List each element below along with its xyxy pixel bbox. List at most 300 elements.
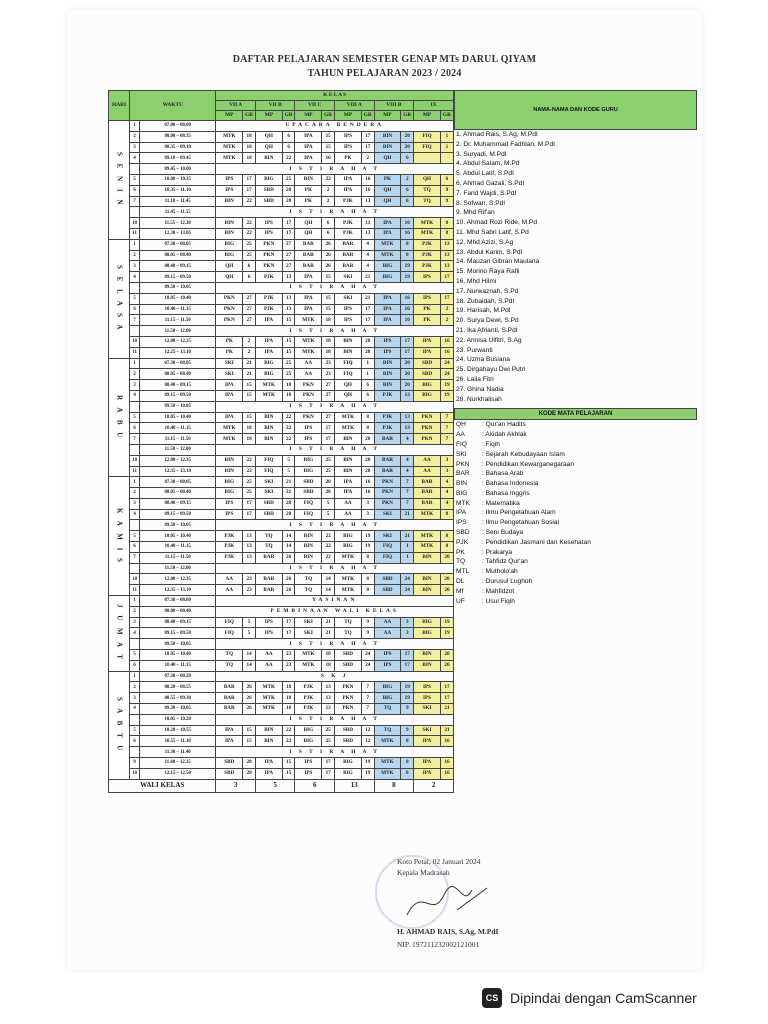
subject-cell: BIN	[335, 336, 362, 347]
period-time: 10.40 – 11.15	[140, 423, 216, 434]
teacher-code-cell: 13	[322, 693, 335, 704]
camscanner-badge	[482, 984, 742, 1012]
subject-cell: PKN	[255, 239, 282, 250]
subject-cell: AA	[295, 358, 322, 369]
subject-cell: PJK	[216, 552, 243, 563]
schedule-row	[109, 693, 454, 704]
teacher-code-cell: 15	[322, 293, 335, 304]
subject-cell: QH	[216, 272, 243, 283]
teacher-code-cell: 5	[243, 628, 256, 639]
day-label: S A B T U	[109, 671, 130, 779]
subject-cell: BIG	[414, 390, 441, 401]
subject-cell: MTK	[255, 390, 282, 401]
kode-item	[454, 460, 697, 470]
subject-cell: PJK	[335, 228, 362, 239]
period-number	[130, 563, 140, 574]
subject-cell: BIG	[414, 617, 441, 628]
schedule-row	[109, 509, 454, 520]
signature-position: Kepala Madrasah	[397, 868, 450, 877]
subject-cell: SKI	[374, 531, 401, 542]
teacher-code-cell: 13	[440, 239, 453, 250]
day-label: S E L A S A	[109, 239, 130, 358]
subject-cell: PJK	[255, 304, 282, 315]
period-number: 11	[130, 347, 140, 358]
mp-header: MP	[216, 111, 243, 121]
period-time: 08.40 – 09.15	[140, 380, 216, 391]
teacher-code-cell: 24	[440, 369, 453, 380]
period-number	[130, 747, 140, 758]
subject-cell: BIN	[374, 358, 401, 369]
period-number: 1	[130, 358, 140, 369]
kode-code: PKN	[456, 460, 470, 468]
subject-cell: PJK	[374, 412, 401, 423]
teacher-code-cell: 19	[440, 390, 453, 401]
subject-cell: PKN	[295, 412, 322, 423]
teacher-item: 23. Purwanti	[456, 346, 493, 354]
subject-cell: IPA	[374, 218, 401, 229]
teacher-code-cell: 16	[401, 218, 414, 229]
teacher-code-cell: 4	[361, 261, 374, 272]
period-time: 11.40 – 12.15	[140, 758, 216, 769]
subject-cell: SKI	[255, 477, 282, 488]
teacher-code-cell: 21	[243, 369, 256, 380]
period-time: 07.30 – 08.05	[140, 477, 216, 488]
teacher-code-cell: 13	[243, 552, 256, 563]
period-number	[130, 282, 140, 293]
subject-cell: BIN	[414, 650, 441, 661]
teacher-code-cell: 18	[282, 380, 295, 391]
break-label: I S T I R A H A T	[216, 714, 454, 725]
subject-cell: FIQ	[255, 466, 282, 477]
subject-cell: IPS	[295, 434, 322, 445]
teacher-code-cell: 8	[440, 531, 453, 542]
teacher-code-cell: 26	[282, 552, 295, 563]
period-time: 11.55 – 12.30	[140, 218, 216, 229]
teacher-code-cell: 14	[282, 542, 295, 553]
teacher-code-cell: 8	[440, 218, 453, 229]
teacher-code-cell: 7	[401, 488, 414, 499]
teacher-code-cell: 13	[401, 412, 414, 423]
schedule-row	[109, 682, 454, 693]
teacher-code-cell: 17	[282, 228, 295, 239]
teacher-code-cell: 17	[243, 498, 256, 509]
kode-code: Mf	[456, 587, 464, 595]
subject-cell: IPA	[335, 185, 362, 196]
period-number: 4	[130, 153, 140, 164]
schedule-row	[109, 358, 454, 369]
teacher-code-cell: 28	[322, 477, 335, 488]
teacher-code-cell: 18	[282, 390, 295, 401]
teacher-code-cell: 19	[401, 682, 414, 693]
subject-cell: BIN	[216, 228, 243, 239]
schedule-row	[109, 261, 454, 272]
subject-cell: SKI	[335, 272, 362, 283]
period-number: 4	[130, 272, 140, 283]
subject-cell: MTK	[414, 509, 441, 520]
subject-cell: BIN	[295, 542, 322, 553]
kode-item	[454, 597, 697, 607]
kode-item	[454, 528, 697, 538]
teacher-code-cell: 7	[361, 704, 374, 715]
teacher-code-cell: 27	[243, 315, 256, 326]
period-number: 7	[130, 552, 140, 563]
period-time: 11.45 – 11.55	[140, 207, 216, 218]
schedule-row	[109, 153, 454, 164]
subject-cell: BAR	[295, 261, 322, 272]
period-time: 09.30 – 10.05	[140, 704, 216, 715]
period-time: 12.35 – 13.10	[140, 585, 216, 596]
teacher-code-cell: 27	[322, 412, 335, 423]
subject-cell: BAR	[335, 239, 362, 250]
subject-cell: BIG	[295, 455, 322, 466]
teacher-code-cell: 17	[440, 693, 453, 704]
kode-code: BAR	[456, 470, 470, 478]
subject-cell: MTK	[295, 660, 322, 671]
subject-cell: QH	[255, 131, 282, 142]
subject-cell: AA	[335, 509, 362, 520]
kode-item	[454, 548, 697, 558]
teacher-code-cell: 27	[282, 250, 295, 261]
subject-cell: BIG	[335, 758, 362, 769]
period-number: 4	[130, 628, 140, 639]
period-number: 2	[130, 250, 140, 261]
schedule-row	[109, 736, 454, 747]
subject-cell: BIN	[374, 380, 401, 391]
schedule-row	[109, 196, 454, 207]
teacher-code-cell: 16	[440, 758, 453, 769]
subject-cell: BIN	[216, 455, 243, 466]
teacher-code-cell: 3	[440, 466, 453, 477]
teacher-code-cell: 17	[282, 218, 295, 229]
subject-cell: BIG	[335, 768, 362, 779]
teacher-code-cell: 2	[243, 347, 256, 358]
teacher-code-cell: 26	[243, 704, 256, 715]
kode-desc: : Matematika	[482, 499, 520, 507]
teacher-code-cell: 6	[401, 153, 414, 164]
teacher-code-cell: 7	[440, 412, 453, 423]
teacher-code-cell: 1	[361, 358, 374, 369]
subject-cell: BIG	[374, 693, 401, 704]
period-number: 2	[130, 369, 140, 380]
period-number	[130, 714, 140, 725]
kode-item	[454, 430, 697, 440]
period-number: 3	[130, 693, 140, 704]
period-time: 12.25 – 13.10	[140, 347, 216, 358]
teacher-item: 4. Abdul Salam, M.Pd	[456, 160, 520, 168]
subject-cell: QH	[374, 153, 401, 164]
schedule-row	[109, 185, 454, 196]
period-time: 12.00 – 12.35	[140, 455, 216, 466]
teacher-code-cell: 2	[322, 196, 335, 207]
period-number: 5	[130, 174, 140, 185]
teacher-code-cell: 4	[440, 477, 453, 488]
subject-cell: AA	[335, 498, 362, 509]
schedule-row	[109, 585, 454, 596]
subject-cell: AA	[255, 660, 282, 671]
teacher-code-cell: 14	[322, 585, 335, 596]
teacher-code-cell: 7	[401, 477, 414, 488]
subject-cell: IPA	[414, 336, 441, 347]
schedule-row	[109, 671, 454, 682]
teacher-code-cell: 20	[361, 466, 374, 477]
teacher-item: 22. Annisa Ulfitri, S.Ag	[456, 336, 522, 344]
signature-name: H. AHMAD RAIS, S.Ag, M.PdI	[397, 927, 499, 936]
period-time: 07.30 – 08.00	[140, 596, 216, 607]
teacher-code-cell: 12	[361, 725, 374, 736]
schedule-row	[109, 228, 454, 239]
teacher-code-cell: 2	[401, 174, 414, 185]
schedule-row	[109, 423, 454, 434]
subject-cell: BIG	[335, 542, 362, 553]
subject-cell: PK	[295, 185, 322, 196]
kode-code: SKI	[456, 450, 467, 458]
period-number	[130, 207, 140, 218]
teacher-code-cell: 27	[322, 390, 335, 401]
period-number: 7	[130, 434, 140, 445]
subject-cell: IPA	[335, 174, 362, 185]
period-number	[130, 401, 140, 412]
subject-cell: BAR	[255, 574, 282, 585]
subject-cell: MTK	[414, 542, 441, 553]
kode-desc: : Mutholo'ah	[482, 568, 518, 576]
period-number: 5	[130, 412, 140, 423]
subject-cell: IPS	[335, 131, 362, 142]
teacher-code-cell: 2	[440, 304, 453, 315]
mp-header: MP	[374, 111, 401, 121]
teacher-code-cell: 18	[322, 315, 335, 326]
kode-item	[454, 567, 697, 577]
break-label: S K J	[216, 671, 454, 682]
class-header: IX	[414, 101, 454, 111]
break-label: I S T I R A H A T	[216, 282, 454, 293]
kode-item	[454, 479, 697, 489]
subject-cell: SBD	[255, 498, 282, 509]
period-number: 4	[130, 509, 140, 520]
teacher-code-cell: 9	[401, 704, 414, 715]
teacher-code-cell: 20	[440, 574, 453, 585]
subject-cell: TQ	[255, 542, 282, 553]
kode-code: IPS	[456, 519, 467, 527]
subject-cell: BIN	[295, 531, 322, 542]
teacher-code-cell: 24	[361, 660, 374, 671]
teacher-item: 17. Nurwaznah, S.Pd	[456, 287, 519, 295]
teacher-code-cell: 1	[440, 142, 453, 153]
subject-cell: AA	[414, 466, 441, 477]
break-label: I S T I R A H A T	[216, 164, 454, 175]
subject-cell: IPA	[216, 380, 243, 391]
teacher-code-cell: 5	[282, 455, 295, 466]
class-header: VII B	[255, 101, 295, 111]
subject-cell: MTK	[216, 434, 243, 445]
subject-cell: PKN	[374, 488, 401, 499]
teacher-code-cell: 23	[243, 574, 256, 585]
mp-header: MP	[335, 111, 362, 121]
gr-header: GR	[322, 111, 335, 121]
subject-cell: MTK	[414, 531, 441, 542]
subject-cell: BIN	[216, 196, 243, 207]
subject-cell: FIQ	[414, 131, 441, 142]
teacher-code-cell: 9	[361, 628, 374, 639]
teacher-code-cell: 14	[243, 660, 256, 671]
gr-header: GR	[243, 111, 256, 121]
period-time: 09.10 – 09.45	[140, 153, 216, 164]
kode-desc: : Tahfidz Qur'an	[482, 558, 528, 566]
schedule-row	[109, 218, 454, 229]
subject-cell: PJK	[295, 682, 322, 693]
teacher-code-cell: 3	[361, 509, 374, 520]
wali-value: 13	[335, 779, 375, 792]
gr-header: GR	[401, 111, 414, 121]
teacher-code-cell: 20	[440, 552, 453, 563]
period-time: 11.50 – 12.00	[140, 444, 216, 455]
teacher-code-cell: 27	[282, 261, 295, 272]
schedule-row	[109, 725, 454, 736]
teacher-item: 11. Mhd Sabri Latif, S.Pd	[456, 228, 529, 236]
schedule-row	[109, 272, 454, 283]
subject-cell: BAR	[216, 682, 243, 693]
period-time: 09.45 – 10.00	[140, 164, 216, 175]
period-number: 2	[130, 131, 140, 142]
teacher-code-cell: 22	[243, 228, 256, 239]
teacher-code-cell: 22	[322, 174, 335, 185]
subject-cell: BAR	[216, 704, 243, 715]
period-time: 09.15 – 09.50	[140, 509, 216, 520]
teacher-code-cell: 25	[243, 477, 256, 488]
kode-desc: : Bahasa Indonesia	[482, 480, 539, 488]
teacher-code-cell: 24	[361, 650, 374, 661]
break-label: I S T I R A H A T	[216, 639, 454, 650]
subject-cell: BIN	[295, 552, 322, 563]
class-header: VIII A	[335, 101, 375, 111]
kode-code: PJK	[456, 538, 469, 546]
kode-item	[454, 499, 697, 509]
kode-desc: : Durusul Lughoh	[482, 578, 533, 586]
period-number: 1	[130, 121, 140, 132]
subject-cell: SBD	[335, 725, 362, 736]
teacher-code-cell: 8	[361, 585, 374, 596]
schedule-row	[109, 531, 454, 542]
period-time: 12.00 – 12.25	[140, 336, 216, 347]
kode-item	[454, 469, 697, 479]
teacher-item: 2. Dr. Muhammad Fadhlan, M.PdI	[456, 140, 555, 148]
subject-cell: MTK	[255, 704, 282, 715]
kode-code: PK	[456, 548, 465, 556]
subject-cell: BIG	[216, 250, 243, 261]
mp-header: MP	[255, 111, 282, 121]
subject-cell: MTK	[295, 336, 322, 347]
teacher-code-cell: 21	[361, 272, 374, 283]
schedule-row	[109, 617, 454, 628]
subject-cell: BIN	[414, 585, 441, 596]
schedule-row	[109, 660, 454, 671]
teacher-code-cell: 22	[322, 542, 335, 553]
teacher-code-cell: 19	[440, 380, 453, 391]
kode-item	[454, 508, 697, 518]
subject-cell: SKI	[414, 704, 441, 715]
schedule-row	[109, 455, 454, 466]
teacher-code-cell: 25	[322, 725, 335, 736]
schedule-row	[109, 747, 454, 758]
teacher-code-cell	[440, 153, 453, 164]
kode-code: UF	[456, 597, 465, 605]
teacher-code-cell: 26	[282, 585, 295, 596]
kode-item	[454, 518, 697, 528]
period-time: 07.00 – 08.00	[140, 121, 216, 132]
subject-cell: IPS	[414, 693, 441, 704]
subject-cell: BIN	[374, 369, 401, 380]
break-label: I S T I R A H A T	[216, 747, 454, 758]
teacher-code-cell: 21	[440, 704, 453, 715]
subject-cell: IPA	[295, 304, 322, 315]
period-time: 10.40 – 11.15	[140, 304, 216, 315]
period-number: 10	[130, 574, 140, 585]
subject-cell: PJK	[414, 250, 441, 261]
teacher-code-cell: 18	[282, 693, 295, 704]
subject-cell: IPS	[216, 509, 243, 520]
teacher-code-cell: 7	[361, 693, 374, 704]
subject-cell: SBD	[255, 509, 282, 520]
period-number	[130, 164, 140, 175]
subject-cell: QH	[295, 228, 322, 239]
teacher-code-cell: 15	[243, 736, 256, 747]
teacher-code-cell: 2	[243, 336, 256, 347]
day-label: J U M A T	[109, 596, 130, 672]
subject-cell: IPS	[414, 293, 441, 304]
subject-cell: FIQ	[295, 509, 322, 520]
period-number: 11	[130, 585, 140, 596]
teacher-code-cell: 24	[401, 574, 414, 585]
kode-desc: : Seni Budaya	[482, 529, 524, 537]
subject-cell: BIN	[414, 660, 441, 671]
period-time: 10.40 – 11.15	[140, 542, 216, 553]
subject-cell: BIG	[414, 628, 441, 639]
schedule-row	[109, 466, 454, 477]
subject-cell: BIG	[374, 261, 401, 272]
period-number: 5	[130, 725, 140, 736]
schedule-row	[109, 444, 454, 455]
teacher-code-cell: 25	[243, 250, 256, 261]
subject-cell: IPA	[374, 228, 401, 239]
subject-cell: MTK	[374, 239, 401, 250]
kode-list	[454, 420, 697, 606]
teacher-code-cell: 25	[322, 466, 335, 477]
kode-code: MTK	[456, 499, 470, 507]
teacher-code-cell: 17	[361, 304, 374, 315]
subject-cell: QH	[216, 261, 243, 272]
period-number: 5	[130, 650, 140, 661]
subject-cell: IPS	[414, 272, 441, 283]
schedule-row	[109, 596, 454, 607]
subject-cell: MTK	[335, 574, 362, 585]
teacher-code-cell: 13	[440, 250, 453, 261]
kode-desc: : Akidah Akhlak	[482, 431, 527, 439]
subject-cell: IPA	[414, 758, 441, 769]
teacher-code-cell: 13	[361, 218, 374, 229]
schedule-row	[109, 542, 454, 553]
subject-cell: BIG	[255, 369, 282, 380]
wali-value: 6	[295, 779, 335, 792]
teacher-code-cell: 15	[282, 315, 295, 326]
subject-cell: PKN	[216, 293, 243, 304]
teacher-code-cell: 25	[322, 455, 335, 466]
subject-cell: PKN	[414, 412, 441, 423]
period-time: 12.00 – 12.35	[140, 574, 216, 585]
teacher-code-cell: 17	[361, 131, 374, 142]
subject-cell: MTK	[335, 552, 362, 563]
subject-cell: SBD	[374, 574, 401, 585]
teacher-item: 1. Ahmad Rais, S.Ag, M.PdI	[456, 131, 538, 138]
teacher-code-cell: 9	[361, 617, 374, 628]
